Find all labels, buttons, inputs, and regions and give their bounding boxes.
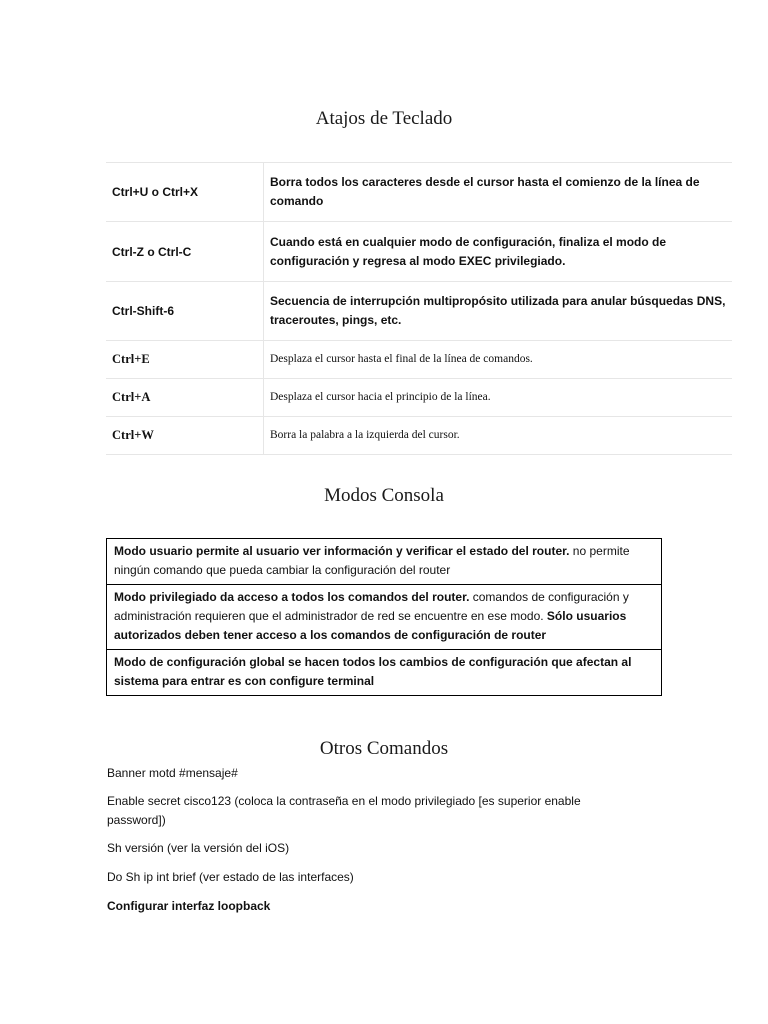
shortcut-key: Ctrl+W bbox=[106, 417, 264, 454]
shortcuts-heading: Atajos de Teclado bbox=[315, 108, 453, 129]
shortcut-key: Ctrl+A bbox=[106, 379, 264, 416]
mode-user bbox=[107, 539, 661, 585]
other-commands-heading: Otros Comandos bbox=[319, 738, 449, 759]
table-row bbox=[106, 417, 732, 455]
shortcut-key: Ctrl-Shift-6 bbox=[106, 282, 264, 340]
shortcut-key: Ctrl-Z o Ctrl-C bbox=[106, 222, 264, 281]
shortcuts-table bbox=[106, 162, 732, 455]
shortcut-description: Secuencia de interrupción multipropósito utilizada para anular búsquedas DNS, traceroutes, pings, etc. bbox=[270, 294, 726, 327]
mode-note: Sólo usuarios autorizados deben tener acceso a los comandos de configuración de router bbox=[114, 609, 627, 642]
mode-title: Modo usuario permite al usuario ver información y verificar el estado del router. bbox=[114, 544, 570, 558]
table-row bbox=[106, 282, 732, 341]
shortcut-key: Ctrl+E bbox=[106, 341, 264, 378]
shortcut-description: Borra todos los caracteres desde el cursor hasta el comienzo de la línea de comando bbox=[270, 175, 700, 208]
command-line: Sh versión (ver la versión del iOS) bbox=[107, 841, 290, 855]
table-row bbox=[106, 379, 732, 417]
shortcut-description: Borra la palabra a la izquierda del cursor. bbox=[270, 429, 460, 441]
modes-heading: Modos Consola bbox=[324, 485, 444, 506]
mode-title: Modo privilegiado da acceso a todos los comandos del router. bbox=[114, 590, 470, 604]
shortcut-description: Desplaza el cursor hasta el final de la línea de comandos. bbox=[270, 353, 533, 365]
mode-text: comandos de configuración y administración requieren que el administrador de red se encuentre en ese modo. bbox=[114, 590, 629, 623]
command-line: Do Sh ip int brief (ver estado de las interfaces) bbox=[107, 870, 354, 884]
command-line: Enable secret cisco123 (coloca la contraseña en el modo privilegiado [es superior enable password]) bbox=[107, 794, 581, 827]
modes-box bbox=[106, 538, 662, 696]
table-row bbox=[106, 341, 732, 379]
table-row bbox=[106, 222, 732, 282]
command-line: Configurar interfaz loopback bbox=[107, 899, 271, 913]
mode-text: no permite ningún comando que pueda cambiar la configuración del router bbox=[114, 544, 630, 577]
command-line: Banner motd #mensaje# bbox=[107, 766, 238, 780]
shortcut-key: Ctrl+U o Ctrl+X bbox=[106, 163, 264, 221]
mode-global-config bbox=[107, 650, 661, 695]
mode-privileged bbox=[107, 585, 661, 650]
shortcut-description: Desplaza el cursor hacia el principio de la línea. bbox=[270, 391, 491, 403]
shortcut-description: Cuando está en cualquier modo de configuración, finaliza el modo de configuración y regresa al modo EXEC privilegiado. bbox=[270, 234, 667, 268]
table-row bbox=[106, 163, 732, 222]
mode-title: Modo de configuración global se hacen todos los cambios de configuración que afectan al sistema para entrar es con configure terminal bbox=[114, 655, 632, 688]
